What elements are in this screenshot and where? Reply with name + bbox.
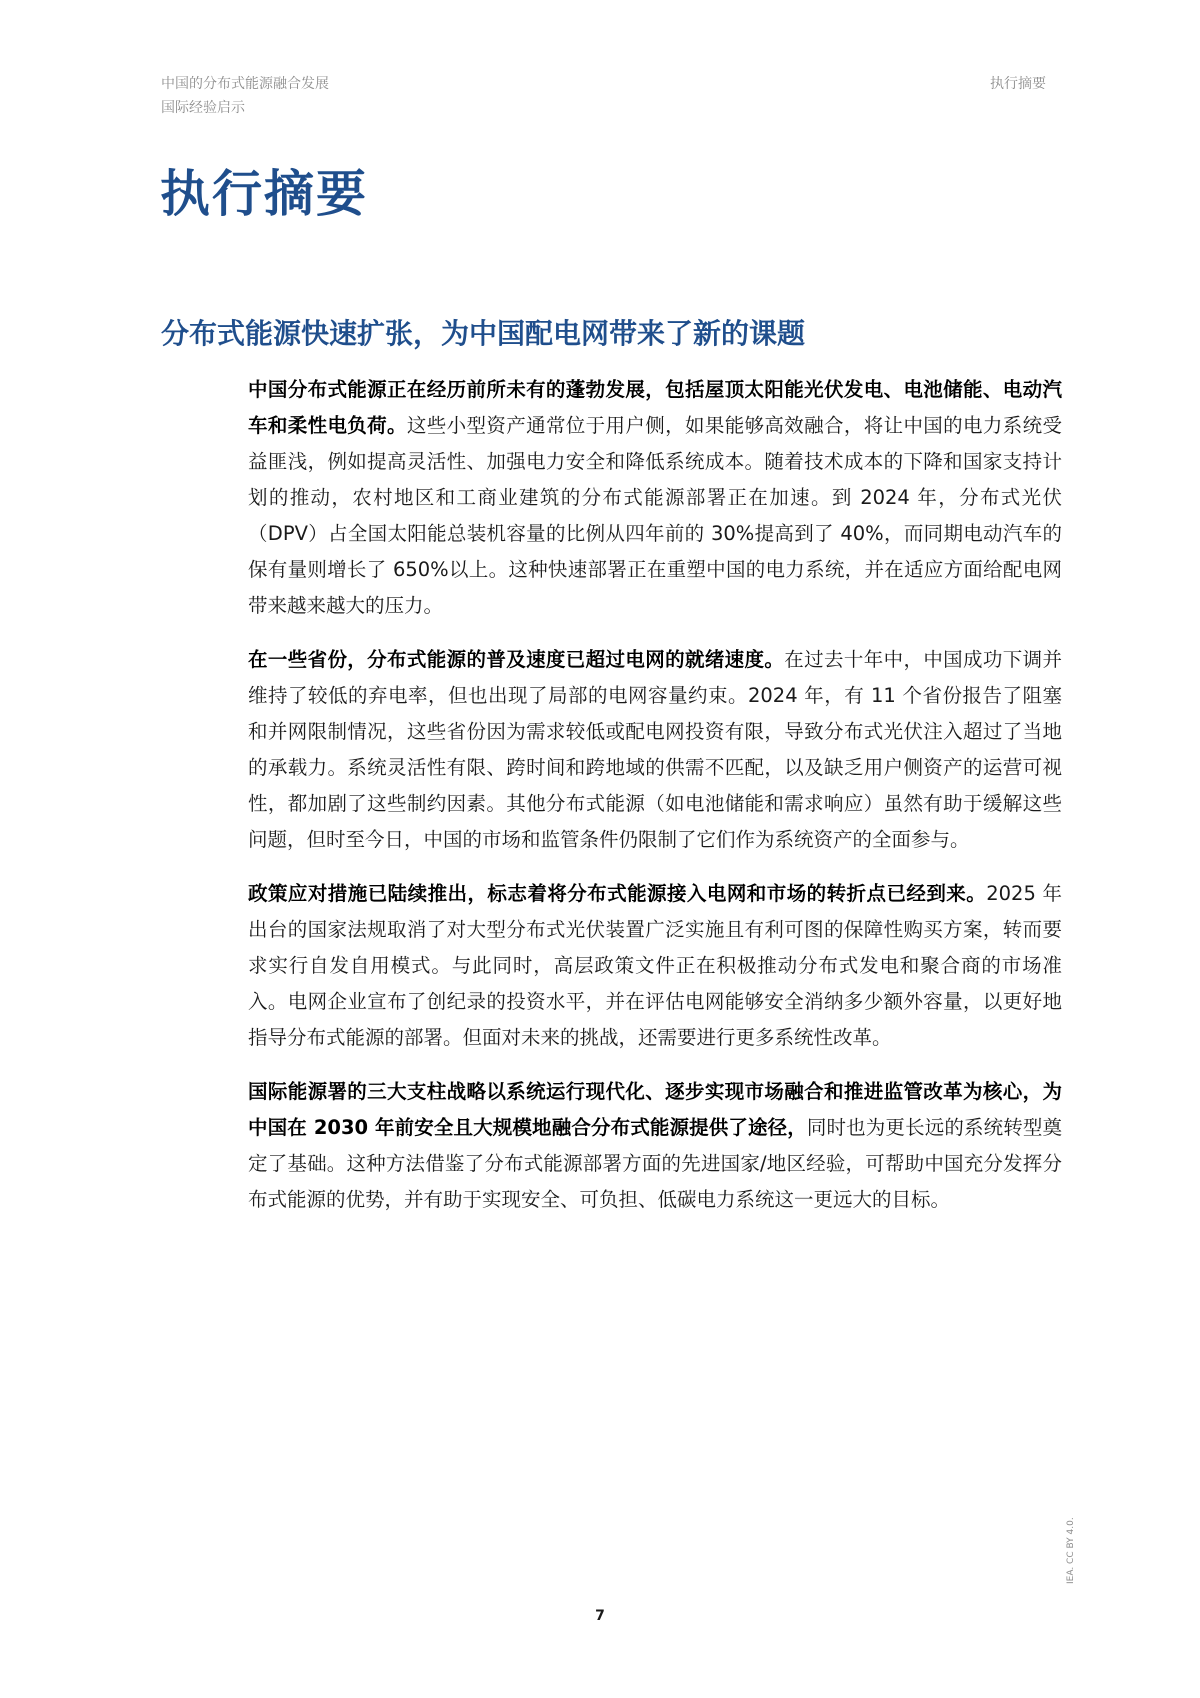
paragraph-3-text: 2025 年出台的国家法规取消了对大型分布式光伏装置广泛实施且有利可图的保障性购买方案，转而要求实行自发自用模式。与此同时，高层政策文件正在积极推动分布式发电和聚合商的市场准入。电网企业宣布了创纪录的投资水平，并在评估电网能够安全消纳多少额外容量，以更好地指导分布式能源的部署。但面对未来的挑战，还需要进行更多系统性改革。 xyxy=(248,882,1062,1049)
paragraph-1 xyxy=(248,372,1062,624)
paragraph-2-text: 在过去十年中，中国成功下调并维持了较低的弃电率，但也出现了局部的电网容量约束。2024 年，有 11 个省份报告了阻塞和并网限制情况，这些省份因为需求较低或配电网投资有限，导致分布式光伏注入超过了当地的承载力。系统灵活性有限、跨时间和跨地域的供需不匹配，以及缺乏用户侧资产的运营可视性，都加剧了这些制约因素。其他分布式能源（如电池储能和需求响应）虽然有助于缓解这些问题，但时至今日，中国的市场和监管条件仍限制了它们作为系统资产的全面参与。 xyxy=(248,648,1062,851)
running-head-section: 执行摘要 xyxy=(990,76,1046,92)
paragraph-1-lead: 中国分布式能源正在经历前所未有的蓬勃发展，包括屋顶太阳能光伏发电、电池储能、电动汽车和柔性电负荷。 xyxy=(248,378,1062,437)
paragraph-2 xyxy=(248,642,1062,858)
body-text xyxy=(248,372,1062,1236)
running-head-left xyxy=(161,72,329,120)
license-note: IEA. CC BY 4.0. xyxy=(1066,1517,1076,1584)
paragraph-2-lead: 在一些省份，分布式能源的普及速度已超过电网的就绪速度。 xyxy=(248,648,785,671)
page-number: 7 xyxy=(595,1608,605,1624)
paragraph-4-lead: 国际能源署的三大支柱战略以系统运行现代化、逐步实现市场融合和推进监管改革为核心，为中国在 2030 年前安全且大规模地融合分布式能源提供了途径， xyxy=(248,1080,1062,1139)
paragraph-4 xyxy=(248,1074,1062,1218)
report-subtitle: 国际经验启示 xyxy=(161,100,245,116)
section-heading: 分布式能源快速扩张，为中国配电网带来了新的课题 xyxy=(161,317,806,350)
report-title: 中国的分布式能源融合发展 xyxy=(161,76,329,92)
paragraph-3 xyxy=(248,876,1062,1056)
paragraph-3-lead: 政策应对措施已陆续推出，标志着将分布式能源接入电网和市场的转折点已经到来。 xyxy=(248,882,987,905)
page-title: 执行摘要 xyxy=(160,165,368,223)
paragraph-1-text: 这些小型资产通常位于用户侧，如果能够高效融合，将让中国的电力系统受益匪浅，例如提高灵活性、加强电力安全和降低系统成本。随着技术成本的下降和国家支持计划的推动，农村地区和工商业建筑的分布式能源部署正在加速。到 2024 年，分布式光伏（DPV）占全国太阳能总装机容量的比例从四年前的 30%提高到了 40%，而同期电动汽车的保有量则增长了 650%以上。这种快速部署正在重塑中国的电力系统，并在适应方面给配电网带来越来越大的压力。 xyxy=(248,414,1062,617)
paragraph-4-text: 同时也为更长远的系统转型奠定了基础。这种方法借鉴了分布式能源部署方面的先进国家/地区经验，可帮助中国充分发挥分布式能源的优势，并有助于实现安全、可负担、低碳电力系统这一更远大的目标。 xyxy=(248,1116,1062,1211)
